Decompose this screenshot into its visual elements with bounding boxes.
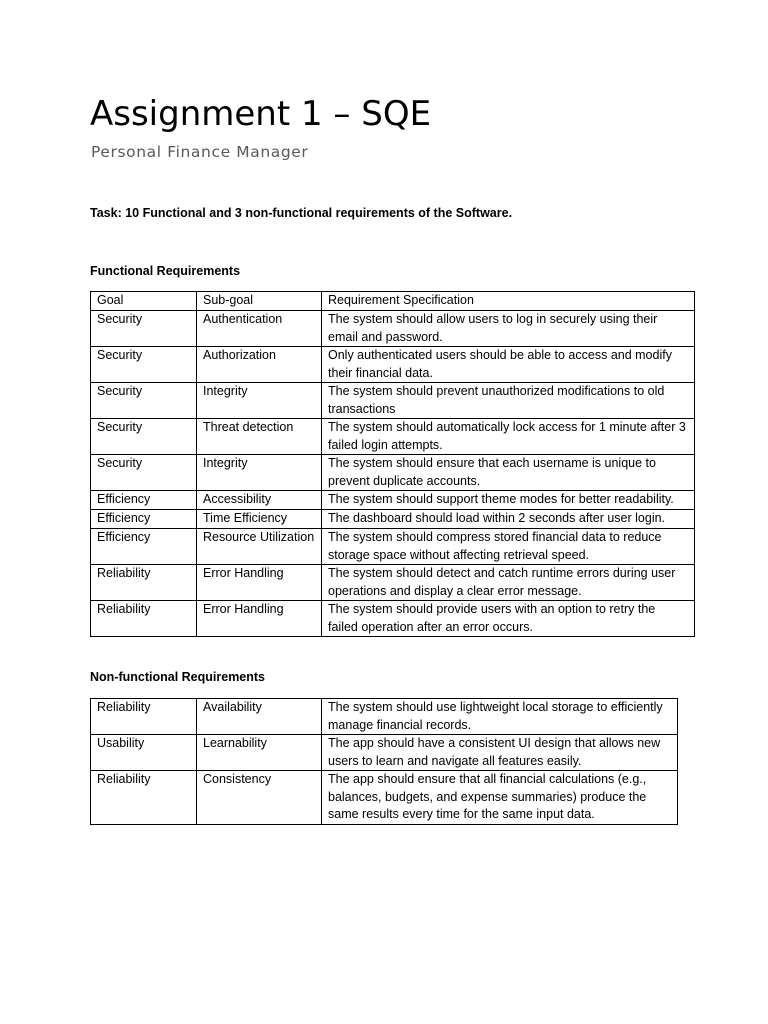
cell-subgoal: Error Handling (197, 601, 322, 637)
cell-spec: The system should use lightweight local storage to efficiently manage financial records. (322, 699, 678, 735)
header-goal: Goal (91, 292, 197, 311)
cell-goal: Usability (91, 735, 197, 771)
table-row (91, 601, 695, 637)
cell-subgoal: Availability (197, 699, 322, 735)
document-title: Assignment 1 – SQE (90, 94, 432, 134)
table-row (91, 735, 678, 771)
table-row (91, 347, 695, 383)
table-row (91, 529, 695, 565)
cell-spec: The system should support theme modes for better readability. (322, 491, 695, 510)
table-row (91, 455, 695, 491)
cell-subgoal: Integrity (197, 383, 322, 419)
cell-spec: The app should have a consistent UI design that allows new users to learn and navigate all features easily. (322, 735, 678, 771)
document-subtitle: Personal Finance Manager (91, 143, 309, 161)
table-row (91, 491, 695, 510)
cell-goal: Efficiency (91, 529, 197, 565)
cell-goal: Efficiency (91, 491, 197, 510)
cell-spec: The system should compress stored financial data to reduce storage space without affecting retrieval speed. (322, 529, 695, 565)
cell-subgoal: Learnability (197, 735, 322, 771)
cell-goal: Security (91, 419, 197, 455)
cell-goal: Efficiency (91, 510, 197, 529)
cell-subgoal: Threat detection (197, 419, 322, 455)
cell-subgoal: Time Efficiency (197, 510, 322, 529)
table-row (91, 383, 695, 419)
table-row (91, 699, 678, 735)
cell-subgoal: Authorization (197, 347, 322, 383)
cell-subgoal: Error Handling (197, 565, 322, 601)
cell-spec: The app should ensure that all financial calculations (e.g., balances, budgets, and expense summaries) produce the same results every time for the same input data. (322, 771, 678, 825)
cell-spec: The system should allow users to log in securely using their email and password. (322, 311, 695, 347)
table-row (91, 771, 678, 825)
cell-spec: Only authenticated users should be able to access and modify their financial data. (322, 347, 695, 383)
task-statement: Task: 10 Functional and 3 non-functional requirements of the Software. (90, 206, 513, 220)
cell-goal: Reliability (91, 771, 197, 825)
cell-spec: The system should provide users with an option to retry the failed operation after an error occurs. (322, 601, 695, 637)
cell-spec: The system should prevent unauthorized modifications to old transactions (322, 383, 695, 419)
functional-requirements-heading: Functional Requirements (90, 264, 241, 278)
cell-goal: Reliability (91, 601, 197, 637)
table-row (91, 510, 695, 529)
cell-subgoal: Authentication (197, 311, 322, 347)
cell-subgoal: Consistency (197, 771, 322, 825)
non-functional-requirements-table (90, 698, 678, 825)
cell-spec: The system should automatically lock access for 1 minute after 3 failed login attempts. (322, 419, 695, 455)
cell-spec: The system should detect and catch runtime errors during user operations and display a clear error message. (322, 565, 695, 601)
cell-goal: Security (91, 383, 197, 419)
table-row (91, 311, 695, 347)
cell-subgoal: Integrity (197, 455, 322, 491)
cell-spec: The system should ensure that each username is unique to prevent duplicate accounts. (322, 455, 695, 491)
cell-subgoal: Resource Utilization (197, 529, 322, 565)
cell-goal: Security (91, 455, 197, 491)
cell-goal: Reliability (91, 565, 197, 601)
cell-goal: Security (91, 347, 197, 383)
header-spec: Requirement Specification (322, 292, 695, 311)
cell-goal: Security (91, 311, 197, 347)
functional-requirements-table (90, 291, 695, 637)
cell-subgoal: Accessibility (197, 491, 322, 510)
cell-spec: The dashboard should load within 2 seconds after user login. (322, 510, 695, 529)
table-header-row (91, 292, 695, 311)
non-functional-requirements-heading: Non-functional Requirements (90, 670, 266, 684)
header-subgoal: Sub-goal (197, 292, 322, 311)
table-row (91, 419, 695, 455)
table-row (91, 565, 695, 601)
cell-goal: Reliability (91, 699, 197, 735)
